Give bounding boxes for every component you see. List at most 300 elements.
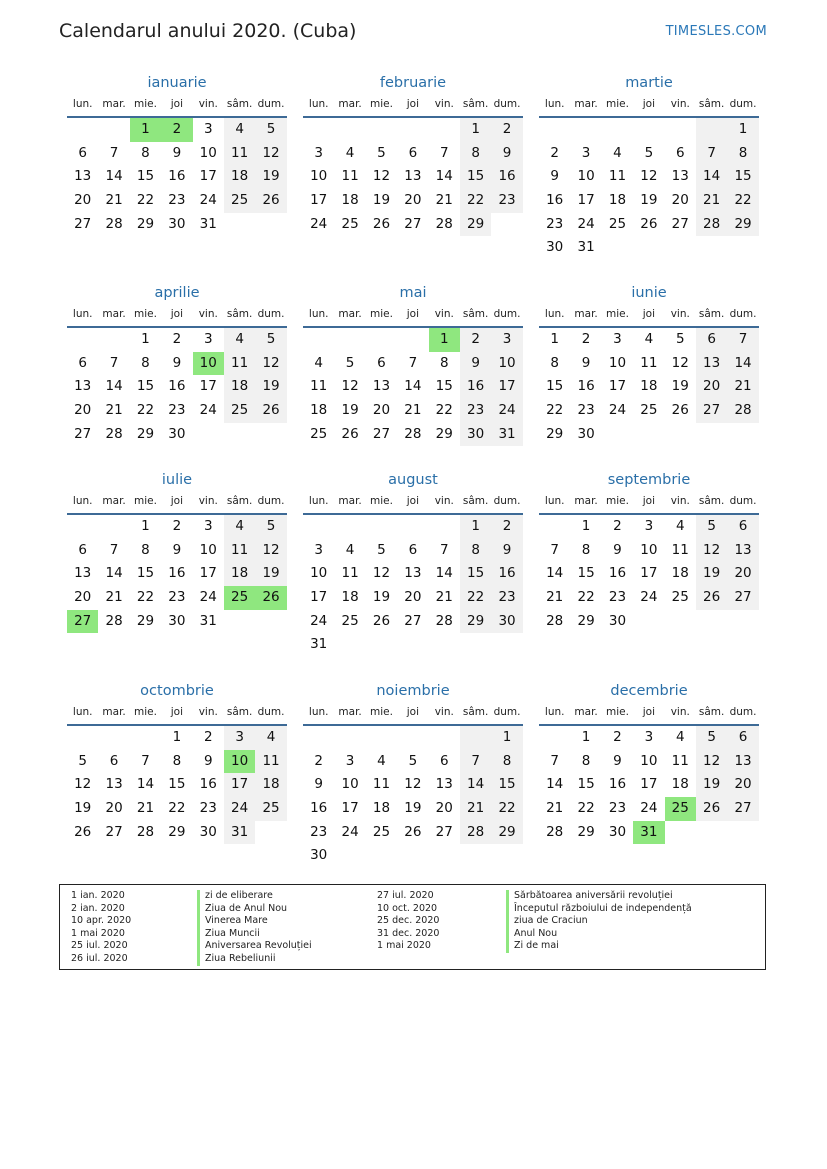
- day-cell: 23: [491, 189, 522, 213]
- weekday-label: joi: [406, 706, 419, 718]
- day-cell: 15: [460, 562, 491, 586]
- day-cell: 20: [372, 402, 391, 419]
- day-cell: 19: [372, 192, 391, 209]
- day-cell: 30: [168, 425, 186, 442]
- weekday-label: mar.: [574, 308, 598, 320]
- day-cell: 31: [199, 215, 217, 232]
- day-cell: 20: [404, 589, 422, 606]
- empty-day: [429, 515, 460, 539]
- legend-date: 1 ian. 2020: [71, 890, 125, 901]
- day-cell: 9: [314, 776, 323, 793]
- day-cell: 20: [727, 562, 758, 586]
- day-cell: 13: [74, 565, 92, 582]
- empty-day: [98, 118, 129, 142]
- day-cell: 15: [577, 565, 595, 582]
- day-cell: 16: [168, 168, 186, 185]
- day-cell: 29: [546, 425, 564, 442]
- day-cell: 15: [136, 565, 155, 582]
- holiday-day: 31: [633, 821, 664, 845]
- day-cell: 20: [105, 800, 123, 817]
- day-cell: 8: [141, 354, 150, 371]
- day-cell: 11: [310, 378, 328, 395]
- day-cell: 29: [577, 823, 595, 840]
- day-cell: 12: [671, 354, 689, 371]
- weekday-label: vin.: [434, 495, 454, 507]
- day-cell: 11: [372, 776, 391, 793]
- day-cell: 23: [310, 823, 328, 840]
- month-name: aprilie: [154, 285, 200, 301]
- day-cell: 28: [105, 215, 123, 232]
- day-cell: 10: [640, 541, 658, 558]
- weekday-label: mie.: [606, 495, 629, 507]
- empty-day: [67, 515, 98, 539]
- legend-date: 10 apr. 2020: [71, 915, 132, 927]
- weekday-label: lun.: [544, 308, 565, 320]
- day-cell: 5: [644, 144, 654, 161]
- day-cell: 20: [74, 589, 92, 606]
- day-cell: 10: [577, 168, 595, 185]
- weekday-label: mie.: [606, 308, 629, 320]
- day-cell: 24: [640, 800, 658, 817]
- day-cell: 24: [341, 823, 359, 840]
- day-cell: 18: [671, 776, 689, 793]
- day-cell: 4: [224, 515, 255, 539]
- day-cell: 8: [550, 354, 559, 371]
- day-cell: 10: [491, 352, 522, 376]
- day-cell: 25: [341, 612, 359, 629]
- weekday-header: [539, 94, 759, 118]
- day-cell: 9: [460, 352, 491, 376]
- legend-names-left: [197, 890, 312, 966]
- day-cell: 9: [172, 354, 182, 371]
- weekday-label: joi: [170, 495, 183, 507]
- day-cell: 26: [255, 399, 286, 423]
- weekday-label: lun.: [308, 706, 329, 718]
- day-cell: 11: [224, 352, 255, 376]
- day-cell: 11: [224, 142, 255, 166]
- weekday-label: lun.: [72, 495, 93, 507]
- legend-date: 1 mai 2020: [71, 927, 125, 939]
- day-cell: 4: [377, 752, 386, 769]
- weekday-label: dum.: [729, 495, 757, 507]
- day-cell: 11: [341, 565, 359, 582]
- day-cell: 17: [640, 776, 658, 793]
- day-cell: 8: [141, 541, 150, 558]
- day-cell: 14: [546, 776, 564, 793]
- day-cell: 4: [675, 729, 685, 745]
- day-cell: 13: [74, 168, 92, 185]
- day-cell: 30: [460, 423, 491, 447]
- day-cell: 10: [608, 354, 627, 371]
- day-cell: 29: [460, 610, 491, 634]
- empty-day: [130, 726, 161, 750]
- day-cell: 9: [491, 142, 522, 166]
- day-cell: 22: [435, 402, 453, 419]
- day-cell: 27: [105, 823, 123, 840]
- empty-day: [334, 726, 365, 750]
- day-cell: 3: [345, 752, 355, 769]
- day-cell: 26: [372, 612, 391, 629]
- day-cell: 21: [105, 192, 123, 209]
- weekday-label: vin.: [434, 308, 454, 320]
- day-cell: 9: [613, 541, 622, 558]
- day-cell: 14: [105, 378, 123, 395]
- day-cell: 8: [727, 142, 758, 166]
- weekday-label: joi: [170, 98, 183, 110]
- day-cell: 29: [168, 823, 186, 840]
- day-cell: 8: [581, 541, 591, 558]
- day-cell: 4: [314, 354, 323, 371]
- empty-day: [602, 118, 633, 142]
- weekday-label: mie.: [606, 98, 629, 110]
- weekday-label: sâm.: [462, 98, 489, 110]
- day-cell: 7: [408, 354, 418, 371]
- day-cell: 17: [640, 565, 658, 582]
- day-cell: 20: [435, 800, 453, 817]
- legend-holiday-name: Vinerea Mare: [197, 915, 312, 928]
- day-cell: 11: [341, 168, 359, 185]
- day-cell: 3: [203, 518, 213, 534]
- day-cell: 11: [640, 354, 658, 371]
- day-cell: 1: [581, 729, 591, 745]
- day-cell: 21: [727, 375, 758, 399]
- day-cell: 3: [613, 331, 622, 347]
- empty-day: [460, 726, 491, 750]
- day-cell: 25: [224, 399, 255, 423]
- weekday-label: dum.: [257, 308, 285, 320]
- day-cell: 12: [404, 776, 422, 793]
- day-cell: 21: [546, 800, 564, 817]
- weekday-label: joi: [170, 308, 183, 320]
- weekday-label: vin.: [670, 308, 690, 320]
- day-cell: 24: [640, 589, 658, 606]
- day-cell: 7: [439, 541, 449, 558]
- weekday-header: [67, 94, 287, 118]
- day-cell: 7: [109, 354, 119, 371]
- weekday-label: vin.: [198, 98, 218, 110]
- day-cell: 6: [109, 752, 119, 769]
- legend-holiday-name: zi de eliberare: [197, 890, 312, 903]
- day-cell: 2: [203, 729, 213, 745]
- day-cell: 17: [310, 192, 328, 209]
- month-name: ianuarie: [147, 75, 207, 91]
- day-cell: 19: [404, 800, 422, 817]
- day-cell: 2: [550, 144, 559, 161]
- day-cell: 28: [460, 821, 491, 845]
- empty-day: [303, 726, 334, 750]
- day-cell: 16: [168, 378, 186, 395]
- holiday-day: 1: [429, 328, 460, 352]
- day-cell: 3: [314, 541, 323, 558]
- day-cell: 11: [224, 539, 255, 563]
- day-cell: 2: [581, 331, 591, 347]
- day-cell: 4: [255, 726, 286, 750]
- day-cell: 5: [696, 726, 727, 750]
- day-cell: 13: [404, 565, 422, 582]
- day-cell: 23: [199, 800, 217, 817]
- day-cell: 26: [671, 402, 689, 419]
- empty-day: [303, 328, 334, 352]
- empty-day: [67, 328, 98, 352]
- day-cell: 2: [491, 515, 522, 539]
- weekday-label: vin.: [198, 308, 218, 320]
- month-decembrie: [539, 680, 759, 844]
- empty-day: [539, 726, 570, 750]
- day-cell: 13: [671, 168, 689, 185]
- weekday-label: vin.: [670, 495, 690, 507]
- weekday-label: lun.: [72, 98, 93, 110]
- day-cell: 15: [727, 165, 758, 189]
- month-name: octombrie: [140, 683, 214, 699]
- day-cell: 24: [608, 402, 627, 419]
- empty-day: [397, 328, 428, 352]
- month-mai: [303, 282, 523, 446]
- day-cell: 29: [435, 425, 453, 442]
- day-cell: 21: [136, 800, 155, 817]
- day-cell: 12: [696, 539, 727, 563]
- day-cell: 1: [550, 331, 559, 347]
- weekday-label: vin.: [434, 98, 454, 110]
- day-cell: 12: [696, 750, 727, 774]
- day-grid: [67, 328, 287, 446]
- day-cell: 21: [546, 589, 564, 606]
- day-cell: 4: [345, 541, 355, 558]
- day-cell: 20: [696, 375, 727, 399]
- day-cell: 23: [168, 402, 186, 419]
- legend-holiday-name: Începutul războiului de independență: [506, 903, 692, 916]
- day-cell: 27: [727, 797, 758, 821]
- day-cell: 1: [460, 118, 491, 142]
- month-name: noiembrie: [376, 683, 450, 699]
- day-cell: 2: [314, 752, 323, 769]
- day-cell: 18: [341, 192, 359, 209]
- day-cell: 7: [141, 752, 150, 769]
- weekday-label: joi: [642, 308, 655, 320]
- day-cell: 26: [255, 189, 286, 213]
- day-cell: 17: [577, 192, 595, 209]
- weekday-header: [67, 304, 287, 328]
- day-cell: 26: [404, 823, 422, 840]
- day-cell: 1: [141, 331, 150, 347]
- day-cell: 19: [640, 192, 658, 209]
- day-cell: 16: [310, 800, 328, 817]
- day-cell: 19: [671, 378, 689, 395]
- day-cell: 16: [577, 378, 595, 395]
- day-cell: 3: [203, 121, 213, 137]
- day-cell: 30: [608, 612, 627, 629]
- day-cell: 28: [435, 215, 453, 232]
- day-cell: 13: [727, 750, 758, 774]
- day-cell: 10: [310, 565, 328, 582]
- day-cell: 8: [491, 750, 522, 774]
- day-cell: 3: [581, 144, 591, 161]
- day-cell: 17: [199, 168, 217, 185]
- day-cell: 6: [696, 328, 727, 352]
- legend-date: 1 mai 2020: [377, 940, 431, 952]
- month-octombrie: [67, 680, 287, 844]
- weekday-label: sâm.: [226, 495, 253, 507]
- day-cell: 14: [136, 776, 155, 793]
- empty-day: [98, 726, 129, 750]
- day-cell: 25: [671, 589, 689, 606]
- weekday-label: mar.: [574, 706, 598, 718]
- day-cell: 12: [255, 352, 286, 376]
- weekday-label: vin.: [198, 495, 218, 507]
- day-cell: 22: [727, 189, 758, 213]
- legend-date: 2 ian. 2020: [71, 902, 125, 914]
- day-cell: 11: [671, 752, 689, 769]
- day-cell: 7: [550, 752, 559, 769]
- legend-holiday-name: ziua de Craciun: [506, 915, 692, 928]
- day-cell: 28: [404, 425, 422, 442]
- day-grid: [539, 118, 759, 260]
- day-cell: 27: [404, 612, 422, 629]
- empty-day: [696, 118, 727, 142]
- day-cell: 4: [224, 118, 255, 142]
- day-cell: 23: [608, 589, 627, 606]
- day-cell: 3: [203, 331, 213, 347]
- day-cell: 9: [172, 144, 182, 161]
- day-cell: 29: [136, 215, 155, 232]
- day-cell: 28: [105, 425, 123, 442]
- weekday-label: mie.: [606, 706, 629, 718]
- weekday-label: lun.: [308, 308, 329, 320]
- weekday-header: [539, 304, 759, 328]
- day-cell: 9: [581, 354, 591, 371]
- day-cell: 1: [460, 515, 491, 539]
- day-cell: 22: [577, 589, 595, 606]
- day-cell: 6: [377, 354, 386, 371]
- day-cell: 23: [491, 586, 522, 610]
- empty-day: [366, 515, 397, 539]
- day-cell: 27: [74, 215, 92, 232]
- day-cell: 27: [727, 586, 758, 610]
- day-cell: 23: [460, 399, 491, 423]
- weekday-label: dum.: [493, 308, 521, 320]
- day-cell: 12: [341, 378, 359, 395]
- weekday-label: mar.: [102, 706, 126, 718]
- brand-link[interactable]: TIMESLES.COM: [665, 24, 767, 39]
- month-august: [303, 469, 523, 657]
- day-cell: 4: [345, 144, 355, 161]
- legend-date: 10 oct. 2020: [377, 902, 438, 914]
- legend-holiday-name: Sărbătoarea aniversării revoluției: [506, 890, 692, 903]
- month-februarie: [303, 72, 523, 236]
- weekday-header: [539, 491, 759, 515]
- day-cell: 9: [613, 752, 622, 769]
- day-cell: 19: [372, 589, 391, 606]
- weekday-label: lun.: [544, 495, 565, 507]
- day-cell: 30: [168, 215, 186, 232]
- legend-holiday-name: Zi de mai: [506, 940, 692, 953]
- legend-date: 25 dec. 2020: [377, 915, 440, 927]
- day-cell: 31: [199, 612, 217, 629]
- day-cell: 20: [74, 402, 92, 419]
- day-cell: 5: [408, 752, 418, 769]
- day-cell: 28: [105, 612, 123, 629]
- day-cell: 15: [136, 168, 155, 185]
- day-cell: 18: [608, 192, 627, 209]
- weekday-label: mie.: [370, 98, 393, 110]
- day-cell: 29: [136, 425, 155, 442]
- weekday-label: sâm.: [698, 98, 725, 110]
- day-cell: 27: [435, 823, 453, 840]
- day-cell: 15: [435, 378, 453, 395]
- day-cell: 15: [168, 776, 186, 793]
- day-cell: 18: [640, 378, 658, 395]
- day-cell: 19: [696, 773, 727, 797]
- day-cell: 16: [168, 565, 186, 582]
- day-cell: 5: [696, 515, 727, 539]
- month-name: decembrie: [610, 683, 688, 699]
- day-cell: 18: [224, 562, 255, 586]
- day-grid: [539, 328, 759, 446]
- day-cell: 14: [435, 565, 453, 582]
- day-cell: 22: [460, 189, 491, 213]
- day-cell: 5: [377, 144, 386, 161]
- day-cell: 17: [199, 565, 217, 582]
- day-cell: 14: [404, 378, 422, 395]
- day-cell: 3: [224, 726, 255, 750]
- month-name: martie: [625, 75, 673, 91]
- weekday-label: sâm.: [462, 308, 489, 320]
- empty-day: [665, 118, 696, 142]
- weekday-label: lun.: [544, 706, 565, 718]
- day-cell: 4: [675, 518, 685, 534]
- weekday-label: mar.: [338, 98, 362, 110]
- day-cell: 22: [136, 402, 155, 419]
- day-cell: 7: [550, 541, 559, 558]
- weekday-header: [303, 304, 523, 328]
- day-cell: 13: [404, 168, 422, 185]
- day-cell: 16: [460, 375, 491, 399]
- day-cell: 6: [675, 144, 685, 161]
- day-cell: 11: [671, 541, 689, 558]
- day-cell: 27: [404, 215, 422, 232]
- day-cell: 13: [696, 352, 727, 376]
- day-cell: 30: [577, 425, 595, 442]
- day-cell: 20: [404, 192, 422, 209]
- day-cell: 14: [435, 168, 453, 185]
- day-cell: 11: [255, 750, 286, 774]
- weekday-header: [67, 702, 287, 726]
- empty-day: [539, 515, 570, 539]
- day-cell: 29: [136, 612, 155, 629]
- weekday-label: mie.: [134, 495, 157, 507]
- weekday-label: joi: [642, 98, 655, 110]
- day-cell: 9: [203, 752, 213, 769]
- empty-day: [570, 118, 601, 142]
- day-cell: 10: [640, 752, 658, 769]
- day-cell: 25: [310, 425, 328, 442]
- weekday-label: lun.: [308, 98, 329, 110]
- day-cell: 2: [613, 729, 622, 745]
- day-cell: 26: [696, 586, 727, 610]
- weekday-header: [303, 702, 523, 726]
- day-cell: 14: [727, 352, 758, 376]
- day-cell: 16: [608, 776, 627, 793]
- weekday-label: joi: [406, 98, 419, 110]
- day-cell: 22: [491, 797, 522, 821]
- month-iunie: [539, 282, 759, 446]
- day-cell: 12: [640, 168, 658, 185]
- day-cell: 3: [314, 144, 323, 161]
- day-cell: 15: [136, 378, 155, 395]
- day-cell: 18: [310, 402, 328, 419]
- day-grid: [303, 328, 523, 446]
- weekday-label: dum.: [257, 98, 285, 110]
- day-cell: 23: [546, 215, 564, 232]
